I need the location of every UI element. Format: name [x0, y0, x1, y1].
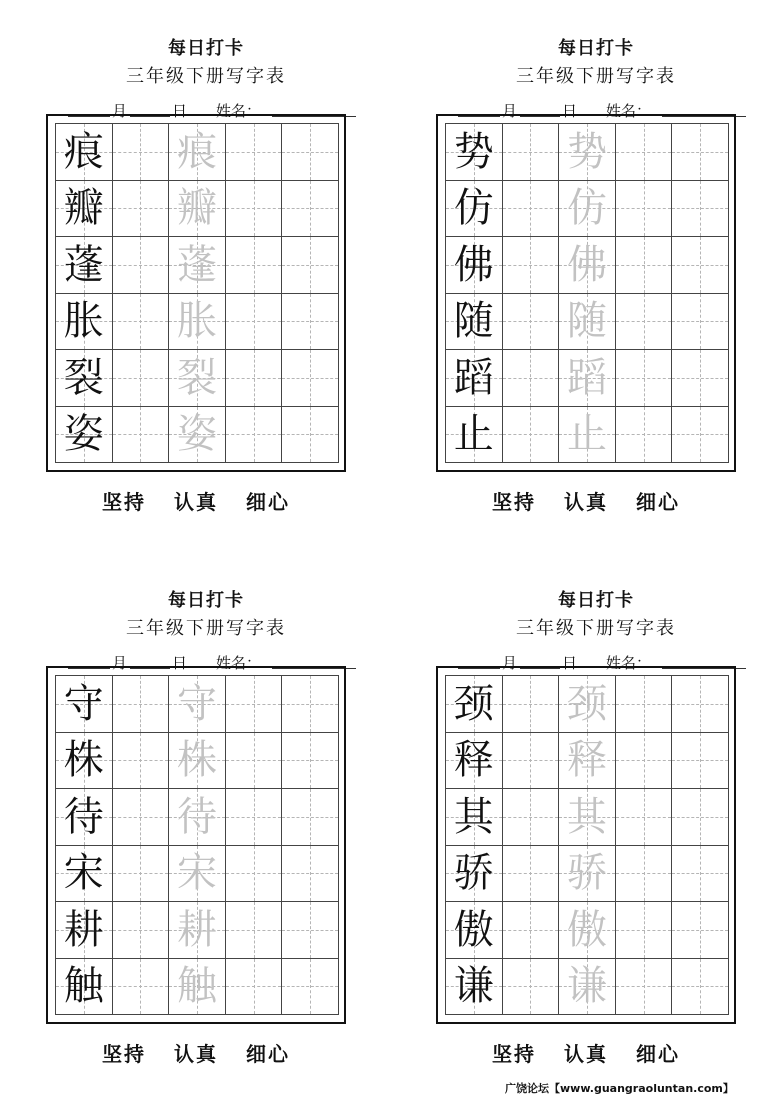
- trace-character: 傲: [566, 906, 607, 953]
- model-character: 触: [63, 963, 104, 1010]
- practice-cell[interactable]: [113, 181, 170, 238]
- practice-cell[interactable]: [616, 846, 673, 903]
- model-cell: [446, 181, 503, 238]
- practice-cell[interactable]: [503, 676, 560, 733]
- practice-cell[interactable]: [672, 350, 729, 407]
- motto-persist: 坚持: [102, 1042, 146, 1066]
- card-subtitle: 三年级下册写字表: [126, 66, 286, 87]
- card-title: 每日打卡: [168, 38, 244, 59]
- practice-cell[interactable]: [226, 407, 283, 464]
- name-label: 姓名：: [216, 102, 262, 120]
- trace-cell[interactable]: [169, 902, 226, 959]
- model-character: 随: [453, 298, 494, 345]
- practice-cell[interactable]: [672, 959, 729, 1016]
- trace-cell[interactable]: [559, 676, 616, 733]
- practice-cell[interactable]: [616, 733, 673, 790]
- practice-cell[interactable]: [226, 181, 283, 238]
- trace-character: 势: [566, 128, 607, 175]
- trace-character: 蓬: [176, 241, 217, 288]
- practice-cell[interactable]: [672, 733, 729, 790]
- motto: [46, 486, 346, 515]
- trace-character: 耕: [176, 906, 217, 953]
- practice-cell[interactable]: [616, 407, 673, 464]
- trace-character: 释: [566, 737, 607, 784]
- motto-persist: 坚持: [102, 490, 146, 514]
- practice-cell[interactable]: [113, 237, 170, 294]
- model-cell: [56, 181, 113, 238]
- trace-cell[interactable]: [559, 733, 616, 790]
- practice-cell[interactable]: [282, 902, 339, 959]
- trace-cell[interactable]: [169, 789, 226, 846]
- month-label: 月: [502, 654, 518, 672]
- model-cell: [56, 676, 113, 733]
- practice-cell[interactable]: [616, 181, 673, 238]
- model-cell: [446, 407, 503, 464]
- practice-cell[interactable]: [113, 846, 170, 903]
- motto-careful: 细心: [246, 490, 290, 514]
- practice-cell[interactable]: [672, 676, 729, 733]
- practice-cell[interactable]: [226, 676, 283, 733]
- practice-cell[interactable]: [282, 294, 339, 351]
- model-cell: [56, 294, 113, 351]
- practice-cell[interactable]: [113, 733, 170, 790]
- trace-character: 仿: [566, 185, 607, 232]
- trace-cell[interactable]: [169, 846, 226, 903]
- month-label: 月: [502, 102, 518, 120]
- trace-cell[interactable]: [169, 676, 226, 733]
- writing-frame: [436, 666, 736, 1024]
- practice-cell[interactable]: [672, 181, 729, 238]
- practice-cell[interactable]: [503, 789, 560, 846]
- trace-character: 谦: [566, 963, 607, 1010]
- model-character: 待: [63, 793, 104, 840]
- model-cell: [56, 733, 113, 790]
- motto-serious: 认真: [174, 490, 218, 514]
- model-cell: [446, 350, 503, 407]
- trace-cell[interactable]: [559, 902, 616, 959]
- practice-cell[interactable]: [113, 959, 170, 1016]
- model-cell: [446, 676, 503, 733]
- practice-cell[interactable]: [616, 237, 673, 294]
- model-character: 蹈: [453, 354, 494, 401]
- model-cell: [56, 237, 113, 294]
- trace-cell[interactable]: [559, 237, 616, 294]
- practice-cell[interactable]: [226, 959, 283, 1016]
- trace-character: 姿: [176, 411, 217, 458]
- model-character: 宋: [63, 850, 104, 897]
- practice-cell[interactable]: [113, 124, 170, 181]
- model-character: 裂: [63, 354, 104, 401]
- practice-cell[interactable]: [282, 237, 339, 294]
- practice-cell[interactable]: [226, 789, 283, 846]
- model-character: 释: [453, 737, 494, 784]
- motto: [436, 486, 736, 515]
- model-cell: [446, 902, 503, 959]
- trace-character: 瓣: [176, 185, 217, 232]
- practice-cell[interactable]: [113, 294, 170, 351]
- model-character: 胀: [63, 298, 104, 345]
- practice-cell[interactable]: [282, 959, 339, 1016]
- day-label: 日: [172, 102, 188, 120]
- model-cell: [56, 959, 113, 1016]
- practice-cell[interactable]: [282, 676, 339, 733]
- practice-cell[interactable]: [503, 733, 560, 790]
- practice-cell[interactable]: [282, 181, 339, 238]
- name-label: 姓名：: [216, 654, 262, 672]
- model-cell: [56, 846, 113, 903]
- trace-character: 蹈: [566, 354, 607, 401]
- model-character: 其: [453, 793, 494, 840]
- month-label: 月: [112, 654, 128, 672]
- practice-cell[interactable]: [226, 350, 283, 407]
- trace-character: 宋: [176, 850, 217, 897]
- practice-cell[interactable]: [616, 902, 673, 959]
- motto-careful: 细心: [246, 1042, 290, 1066]
- model-character: 痕: [63, 128, 104, 175]
- practice-cell[interactable]: [672, 294, 729, 351]
- practice-cell[interactable]: [113, 350, 170, 407]
- trace-character: 胀: [176, 298, 217, 345]
- trace-cell[interactable]: [559, 294, 616, 351]
- model-cell: [56, 124, 113, 181]
- practice-cell[interactable]: [503, 959, 560, 1016]
- card-subtitle: 三年级下册写字表: [516, 618, 676, 639]
- practice-cell[interactable]: [672, 902, 729, 959]
- writing-frame: [46, 666, 346, 1024]
- card-title: 每日打卡: [168, 590, 244, 611]
- model-character: 势: [453, 128, 494, 175]
- card-subtitle: 三年级下册写字表: [516, 66, 676, 87]
- trace-character: 随: [566, 298, 607, 345]
- model-character: 佛: [453, 241, 494, 288]
- trace-character: 颈: [566, 680, 607, 727]
- practice-cell[interactable]: [282, 733, 339, 790]
- trace-character: 裂: [176, 354, 217, 401]
- card-title: 每日打卡: [558, 38, 634, 59]
- practice-cell[interactable]: [503, 846, 560, 903]
- practice-cell[interactable]: [503, 902, 560, 959]
- model-cell: [446, 294, 503, 351]
- model-cell: [446, 733, 503, 790]
- day-label: 日: [562, 654, 578, 672]
- practice-cell[interactable]: [113, 789, 170, 846]
- model-character: 瓣: [63, 185, 104, 232]
- trace-character: 触: [176, 963, 217, 1010]
- practice-cell[interactable]: [503, 181, 560, 238]
- motto: [46, 1038, 346, 1067]
- practice-cell[interactable]: [282, 846, 339, 903]
- trace-cell[interactable]: [559, 959, 616, 1016]
- practice-cell[interactable]: [672, 407, 729, 464]
- practice-cell[interactable]: [672, 789, 729, 846]
- trace-character: 痕: [176, 128, 217, 175]
- trace-cell[interactable]: [169, 124, 226, 181]
- trace-cell[interactable]: [169, 733, 226, 790]
- model-cell: [56, 350, 113, 407]
- practice-cell[interactable]: [282, 124, 339, 181]
- card-subtitle: 三年级下册写字表: [126, 618, 286, 639]
- practice-cell[interactable]: [226, 294, 283, 351]
- trace-cell[interactable]: [559, 407, 616, 464]
- practice-cell[interactable]: [282, 350, 339, 407]
- practice-cell[interactable]: [503, 237, 560, 294]
- name-label: 姓名：: [606, 102, 652, 120]
- practice-cell[interactable]: [616, 294, 673, 351]
- practice-cell[interactable]: [113, 676, 170, 733]
- name-label: 姓名：: [606, 654, 652, 672]
- model-character: 守: [63, 680, 104, 727]
- practice-cell[interactable]: [672, 237, 729, 294]
- motto-careful: 细心: [636, 490, 680, 514]
- practice-cell[interactable]: [616, 789, 673, 846]
- practice-cell[interactable]: [113, 407, 170, 464]
- model-cell: [446, 959, 503, 1016]
- trace-cell[interactable]: [169, 294, 226, 351]
- trace-character: 骄: [566, 850, 607, 897]
- trace-character: 止: [566, 411, 607, 458]
- trace-cell[interactable]: [169, 350, 226, 407]
- practice-cell[interactable]: [226, 733, 283, 790]
- month-label: 月: [112, 102, 128, 120]
- day-label: 日: [172, 654, 188, 672]
- trace-cell[interactable]: [169, 407, 226, 464]
- model-cell: [446, 124, 503, 181]
- model-character: 骄: [453, 850, 494, 897]
- trace-cell[interactable]: [559, 350, 616, 407]
- card-title: 每日打卡: [558, 590, 634, 611]
- practice-cell[interactable]: [226, 237, 283, 294]
- trace-cell[interactable]: [169, 237, 226, 294]
- model-cell: [56, 902, 113, 959]
- practice-cell[interactable]: [616, 124, 673, 181]
- motto-careful: 细心: [636, 1042, 680, 1066]
- trace-cell[interactable]: [559, 181, 616, 238]
- practice-cell[interactable]: [282, 407, 339, 464]
- model-character: 颈: [453, 680, 494, 727]
- model-character: 蓬: [63, 241, 104, 288]
- practice-cell[interactable]: [672, 124, 729, 181]
- model-character: 仿: [453, 185, 494, 232]
- trace-cell[interactable]: [559, 846, 616, 903]
- practice-cell[interactable]: [672, 846, 729, 903]
- writing-frame: [46, 114, 346, 472]
- practice-cell[interactable]: [226, 902, 283, 959]
- practice-cell[interactable]: [503, 294, 560, 351]
- site-footer: 广饶论坛【www.guangraoluntan.com】: [505, 1082, 734, 1095]
- motto-serious: 认真: [174, 1042, 218, 1066]
- writing-frame: [436, 114, 736, 472]
- practice-cell[interactable]: [503, 407, 560, 464]
- practice-cell[interactable]: [282, 789, 339, 846]
- trace-cell[interactable]: [559, 124, 616, 181]
- practice-cell[interactable]: [226, 124, 283, 181]
- practice-cell[interactable]: [616, 676, 673, 733]
- model-cell: [446, 237, 503, 294]
- tianzige-grid: [445, 675, 729, 1015]
- model-character: 株: [63, 737, 104, 784]
- motto-persist: 坚持: [492, 1042, 536, 1066]
- practice-cell[interactable]: [503, 124, 560, 181]
- trace-character: 守: [176, 680, 217, 727]
- day-label: 日: [562, 102, 578, 120]
- practice-cell[interactable]: [503, 350, 560, 407]
- trace-cell[interactable]: [169, 959, 226, 1016]
- trace-character: 待: [176, 793, 217, 840]
- motto: [436, 1038, 736, 1067]
- motto-serious: 认真: [564, 1042, 608, 1066]
- model-character: 傲: [453, 906, 494, 953]
- model-cell: [56, 407, 113, 464]
- practice-cell[interactable]: [113, 902, 170, 959]
- model-cell: [446, 846, 503, 903]
- trace-character: 其: [566, 793, 607, 840]
- trace-cell[interactable]: [169, 181, 226, 238]
- model-cell: [446, 789, 503, 846]
- model-cell: [56, 789, 113, 846]
- tianzige-grid: [55, 123, 339, 463]
- model-character: 耕: [63, 906, 104, 953]
- trace-cell[interactable]: [559, 789, 616, 846]
- practice-cell[interactable]: [616, 959, 673, 1016]
- model-character: 止: [453, 411, 494, 458]
- motto-serious: 认真: [564, 490, 608, 514]
- trace-character: 佛: [566, 241, 607, 288]
- motto-persist: 坚持: [492, 490, 536, 514]
- model-character: 谦: [453, 963, 494, 1010]
- practice-cell[interactable]: [226, 846, 283, 903]
- tianzige-grid: [445, 123, 729, 463]
- tianzige-grid: [55, 675, 339, 1015]
- practice-cell[interactable]: [616, 350, 673, 407]
- model-character: 姿: [63, 411, 104, 458]
- trace-character: 株: [176, 737, 217, 784]
